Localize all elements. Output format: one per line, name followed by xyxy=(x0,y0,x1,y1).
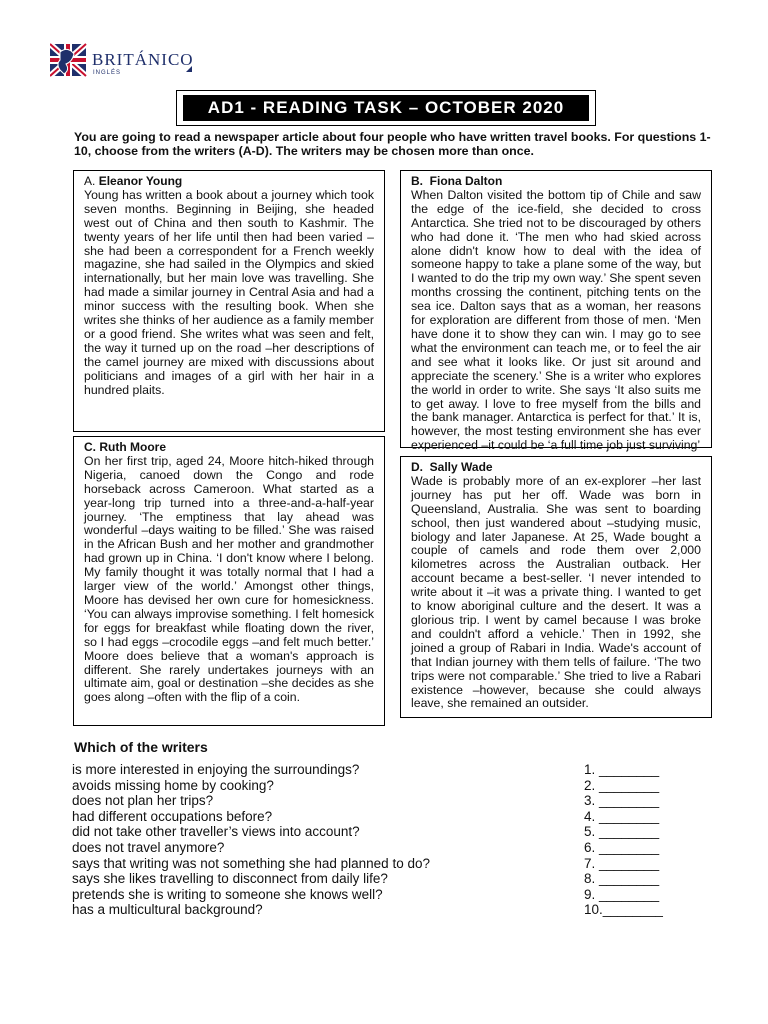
logo-name: BRITÁNICO xyxy=(92,50,194,69)
question-item xyxy=(72,824,692,840)
title-frame xyxy=(176,90,596,126)
answer-blank[interactable]: 7. ________ xyxy=(584,855,660,871)
question-text: has a multicultural background? xyxy=(72,902,263,918)
writer-letter: C. xyxy=(84,440,96,454)
writer-text: On her first trip, aged 24, Moore hitch-hiked through Nigeria, canoed down the Congo and rode horseback across Cameroon. What started as a year-long trip turned into a three-and-a-half-year journey. ‘The emptiness that lay ahead was wonderful –days waiting to be filled.’ She was raised in the African Bush and her mother and grandmother had grown up in China. ‘I don't know where I belong. My family thought it was totally normal that I had a larger view of the world.’ Amongst other things, Moore has devised her own cure for homesickness. ‘You can always improvise something. I felt homesick for eggs for breakfast while floating down the river, so I had eggs –crocodile eggs –and felt much better.’ Moore does believe that a woman's approach is different. She rarely undertakes journeys with an ultimate aim, goal or destination –she decides as she goes along –often with the flip of a coin. xyxy=(84,453,374,705)
writer-text: Wade is probably more of an ex-explorer –her last journey has put her off. Wade was born in Queensland, Australia. She was sent to boarding school, then just wandered about –studying music, biology and later Japanese. At 25, Wade bought a couple of camels and rode them over 2,000 kilometres across the Australian outback. Her account became a best-seller. ‘I never intended to write about it –it was a private thing. I wanted to get to know aboriginal culture and the desert. It was a glorious trip. I went by camel because I was broke and couldn't afford a vehicle.’ Then in 1992, she joined a group of Rabari in India. Wade's account of that Indian journey with them tells of failure. ‘The two trips were not comparable.’ She tried to live a Rabari existence –however, because she could always leave, she remained an outsider. xyxy=(411,473,701,711)
question-text: does not plan her trips? xyxy=(72,793,214,809)
answer-blank[interactable]: 5. ________ xyxy=(584,824,660,840)
answer-blank[interactable]: 4. ________ xyxy=(584,808,660,824)
question-item xyxy=(72,871,692,887)
questions-title: Which of the writers xyxy=(74,739,208,755)
writer-letter: A. xyxy=(84,174,96,188)
writer-name: Sally Wade xyxy=(429,460,493,474)
question-text: says that writing was not something she had planned to do? xyxy=(72,855,430,871)
question-text: had different occupations before? xyxy=(72,808,273,824)
writer-heading xyxy=(411,461,701,475)
question-item xyxy=(72,809,692,825)
question-item xyxy=(72,793,692,809)
question-item xyxy=(72,840,692,856)
page-title: AD1 - READING TASK – OCTOBER 2020 xyxy=(183,95,589,121)
instructions: You are going to read a newspaper article about four people who have written travel books. For questions 1-10, choose from the writers (A-D). The writers may be chosen more than once. xyxy=(74,130,711,158)
writer-name: Ruth Moore xyxy=(99,440,166,454)
question-text: did not take other traveller’s views into account? xyxy=(72,824,360,840)
answer-blank[interactable]: 8. ________ xyxy=(584,871,660,887)
question-text: pretends she is writing to someone she knows well? xyxy=(72,886,383,902)
writer-heading xyxy=(84,441,374,455)
question-item xyxy=(72,778,692,794)
question-text: says she likes travelling to disconnect from daily life? xyxy=(72,871,388,887)
answer-blank[interactable]: 1. ________ xyxy=(584,762,660,777)
writer-box-b xyxy=(400,170,712,453)
writer-letter: D. xyxy=(411,460,423,474)
writer-text: Young has written a book about a journey which took seven months. Beginning in Beijing, she headed west out of China and then south to Kashmir. The twenty years of her life until then had been varied –she had been a correspondent for a French weekly magazine, she had sailed in the Olympics and skied internationally, but her main love was travelling. She had made a similar journey in Central Asia and had a minor success with the resulting book. When she writes she thinks of her audience as a family member or a good friend. She writes what was seen and felt, the way it turned up on the road –her descriptions of the camel journey are mixed with discussions about politicians and images of a girl with her hair in a hundred plaits. xyxy=(84,187,374,397)
answer-blank[interactable]: 9. ________ xyxy=(584,886,660,902)
question-item xyxy=(72,902,692,918)
logo-subtitle: INGLÉS xyxy=(93,70,122,76)
writer-name: Fiona Dalton xyxy=(429,174,503,188)
question-text: avoids missing home by cooking? xyxy=(72,777,274,793)
writer-heading xyxy=(84,175,374,189)
answer-blank[interactable]: 10.________ xyxy=(584,902,663,918)
question-item xyxy=(72,856,692,872)
writer-box-c xyxy=(73,436,385,726)
question-item xyxy=(72,887,692,903)
writer-box-d xyxy=(400,456,712,718)
writer-heading xyxy=(411,175,701,189)
question-item xyxy=(72,762,692,778)
writer-text: When Dalton visited the bottom tip of Chile and saw the edge of the ice-field, she decided to cross Antarctica. She tried not to be discouraged by others who had done it. ‘The men who had skied across alone didn't know how to deal with the idea of someone happy to take a plane some of the way, but I wanted to do the trip my own way.’ She spent seven months crossing the continent, pitching tents on the sea ice. Dalton says that as a woman, her reasons for exploration are different from those of men. ‘Men have done it to show they can win. I may go to see what the environment can teach me, or to feel the air and see what it looks like. Or just sit around and appreciate the scenery.’ She is a writer who explores the world in order to write. She says ‘It also suits me to get away. I love to free myself from the bills and the bank manager. Antarctica is perfect for that.’ It is, however, the most testing environment she has ever experienced –it could be ‘a full time job just surviving’ xyxy=(411,187,701,453)
writer-name: Eleanor Young xyxy=(98,174,183,188)
writer-letter: B. xyxy=(411,174,423,188)
writer-box-a xyxy=(73,170,385,432)
question-text: does not travel anymore? xyxy=(72,839,225,855)
answer-blank[interactable]: 3. ________ xyxy=(584,793,660,809)
answer-blank[interactable]: 6. ________ xyxy=(584,839,660,855)
question-text: is more interested in enjoying the surroundings? xyxy=(72,762,360,777)
answer-blank[interactable]: 2. ________ xyxy=(584,777,660,793)
question-list xyxy=(72,762,692,918)
